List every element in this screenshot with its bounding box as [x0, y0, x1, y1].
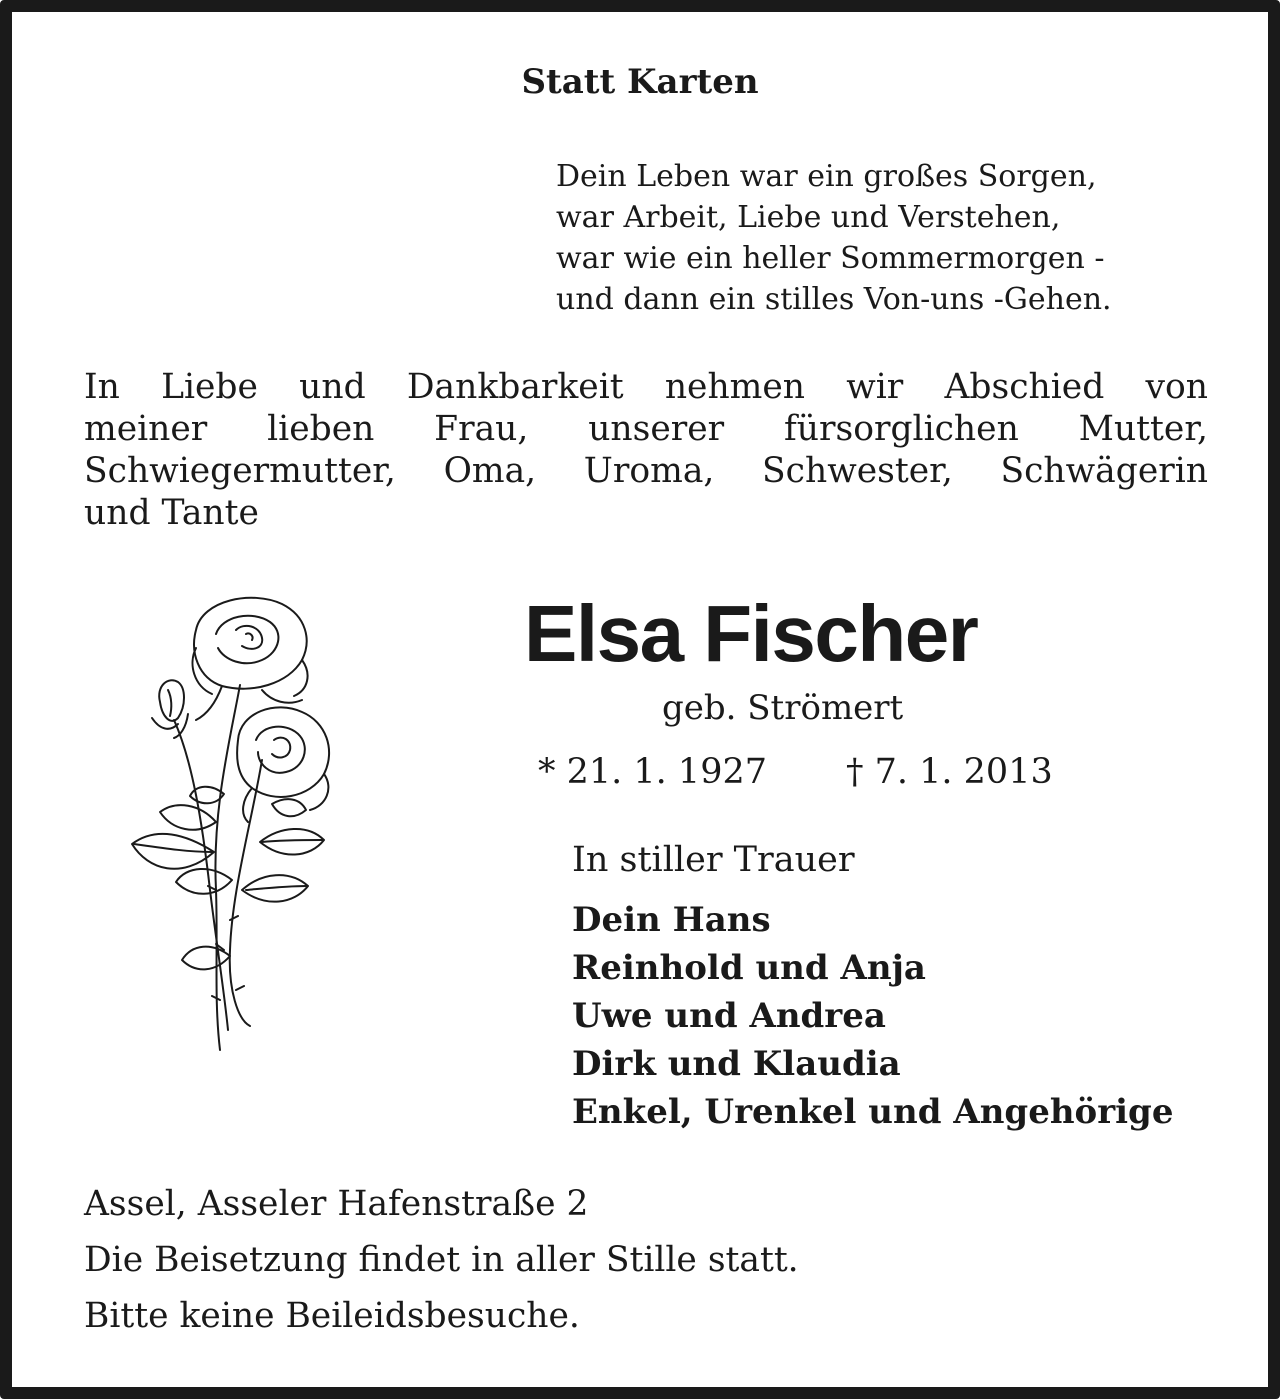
mourner-name: Dein Hans — [572, 900, 771, 940]
roses-illustration-icon — [112, 590, 352, 1060]
deceased-name: Elsa Fischer — [524, 589, 978, 678]
farewell-line: Schwiegermutter, Oma, Uroma, Schwester, Schwägerin — [84, 451, 1208, 491]
condolence-note: Bitte keine Beileidsbesuche. — [84, 1296, 580, 1336]
farewell-line: In Liebe und Dankbarkeit nehmen wir Abschied von — [84, 367, 1208, 407]
mourner-name: Uwe und Andrea — [572, 996, 886, 1036]
poem-line: Dein Leben war ein großes Sorgen, — [556, 159, 1097, 194]
farewell-text — [84, 366, 1208, 534]
mourner-name: Reinhold und Anja — [572, 948, 926, 988]
farewell-line: meiner lieben Frau, unserer fürsorglichen Mutter, — [84, 409, 1208, 449]
mourning-intro: In stiller Trauer — [572, 840, 855, 880]
poem-line: war Arbeit, Liebe und Verstehen, — [556, 200, 1061, 235]
mourners-list — [572, 896, 1173, 1136]
footer-info — [84, 1176, 799, 1344]
notice-heading: Statt Karten — [521, 62, 759, 102]
farewell-line: und Tante — [84, 493, 259, 533]
death-date: † 7. 1. 2013 — [846, 752, 1053, 792]
mourner-name: Dirk und Klaudia — [572, 1044, 901, 1084]
birth-date: * 21. 1. 1927 — [538, 752, 768, 792]
maiden-name: geb. Strömert — [662, 688, 904, 728]
poem-line: war wie ein heller Sommermorgen - — [556, 241, 1105, 276]
address: Assel, Asseler Hafenstraße 2 — [84, 1184, 589, 1224]
funeral-note: Die Beisetzung findet in aller Stille statt. — [84, 1240, 799, 1280]
poem — [556, 156, 1256, 320]
poem-line: und dann ein stilles Von-uns -Gehen. — [556, 282, 1112, 317]
mourner-name: Enkel, Urenkel und Angehörige — [572, 1092, 1174, 1132]
